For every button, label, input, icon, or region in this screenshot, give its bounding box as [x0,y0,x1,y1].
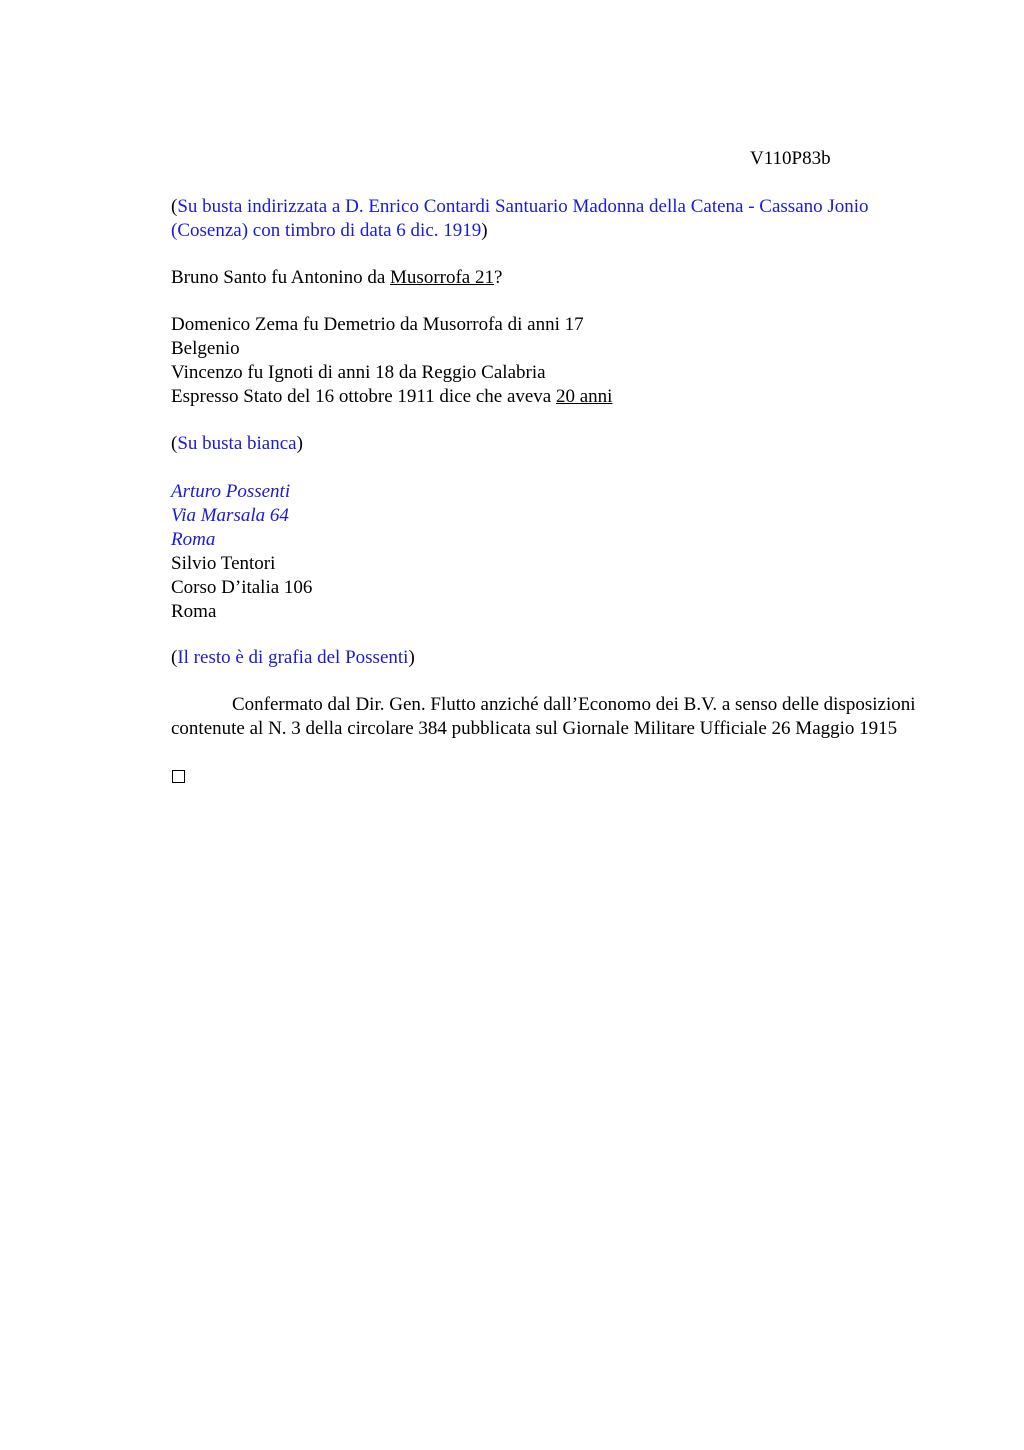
empty-square-icon [172,770,185,783]
names-line-4 [171,385,941,409]
document-reference: V110P83b [750,148,831,169]
envelope-note-2-text: Su busta bianca [177,433,297,454]
address-block [171,480,941,624]
handwriting-note-text: Il resto è di grafia del Possenti [177,647,409,668]
handwriting-note [171,646,941,670]
address-blue-line-2: Via Marsala 64 [171,505,289,526]
names-line-4-prefix: Espresso Stato del 16 ottobre 1911 dice che aveva [171,386,556,407]
names-line-3: Vincenzo fu Ignoti di anni 18 da Reggio Calabria [171,362,546,383]
bruno-underlined: Musorrofa 21 [390,267,494,288]
names-line-4-underlined: 20 anni [556,386,613,407]
address-blue-line-1: Arturo Possenti [171,481,291,502]
paren-close: ) [296,433,303,454]
names-block [171,313,941,409]
names-line-2: Belgenio [171,338,240,359]
paren-open: ( [171,433,178,454]
paren-open: ( [171,647,178,668]
bruno-prefix: Bruno Santo fu Antonino da [171,267,391,288]
checkbox-row [171,764,941,788]
envelope-note-2 [171,432,941,456]
address-blue-line-3: Roma [171,529,216,550]
address-black-line-1: Silvio Tentori [171,553,276,574]
bruno-line [171,266,941,290]
envelope-note-1 [171,195,941,243]
bruno-suffix: ? [493,267,503,288]
paren-open: ( [171,196,178,217]
envelope-note-1-text: Su busta indirizzata a D. Enrico Contardi Santuario Madonna della Catena - Cassano Jonio (Cosenza) con timbro di data 6 dic. 1919 [171,196,869,241]
paren-close: ) [408,647,415,668]
paren-close: ) [481,220,488,241]
names-line-1: Domenico Zema fu Demetrio da Musorrofa di anni 17 [171,314,584,335]
confirmation-paragraph: Confermato dal Dir. Gen. Flutto anziché dall’Economo dei B.V. a senso delle disposizioni contenute al N. 3 della circolare 384 pubblicata sul Giornale Militare Ufficiale 26 Maggio 1915 [171,694,916,739]
address-black-line-2: Corso D’italia 106 [171,577,313,598]
address-black-line-3: Roma [171,601,217,622]
